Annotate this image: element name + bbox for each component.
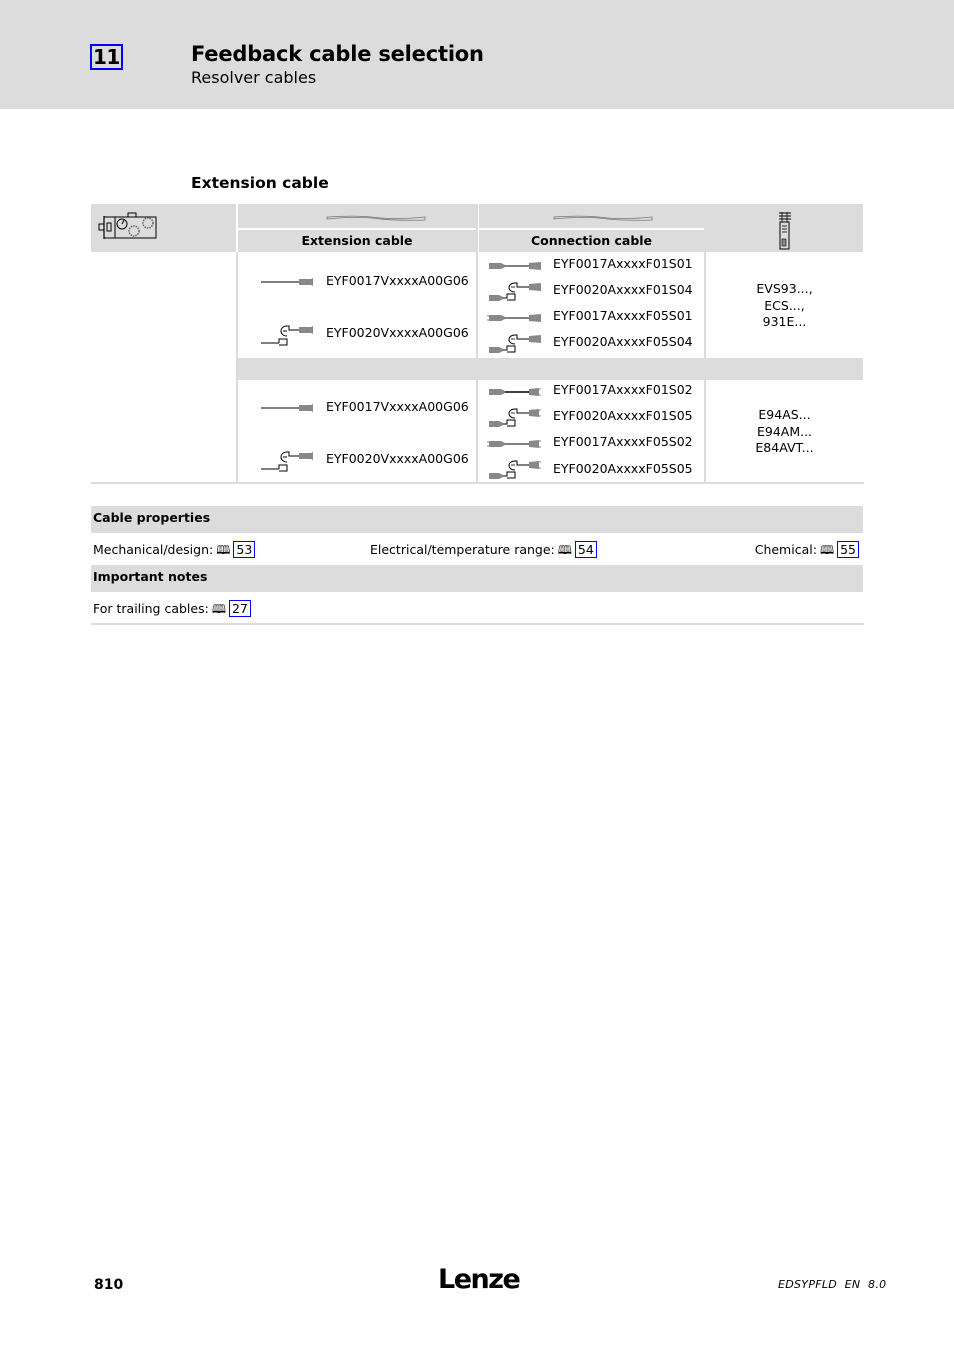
- cable-icon: [553, 215, 653, 221]
- book-icon: 🕮: [211, 602, 226, 616]
- note-trailing-cables: For trailing cables: 🕮 27: [93, 600, 251, 621]
- straight-cable-icon: [487, 387, 543, 397]
- cable-properties-row: [91, 541, 863, 561]
- header-cell-ext-icon: [238, 204, 476, 228]
- header-cell-motor: [91, 204, 236, 252]
- part-number: EYF0020VxxxxA00G06: [326, 451, 469, 466]
- device-list: [706, 281, 863, 331]
- divider: [476, 204, 478, 483]
- device-item: EVS93...,: [756, 281, 813, 296]
- part-number: EYF0017VxxxxA00G06: [326, 399, 469, 414]
- drag-chain-cable-icon: [261, 324, 317, 346]
- header-connection-cable: Connection cable: [479, 230, 704, 252]
- part-number: EYF0017AxxxxF01S01: [553, 256, 693, 271]
- part-number: EYF0020AxxxxF05S05: [553, 461, 693, 476]
- page-subtitle: Resolver cables: [191, 68, 317, 87]
- page-ref-link[interactable]: 27: [229, 600, 251, 617]
- part-number: EYF0017VxxxxA00G06: [326, 273, 469, 288]
- drag-chain-cable-icon: [261, 450, 317, 472]
- book-icon: 🕮: [557, 543, 572, 557]
- device-list: [706, 407, 863, 457]
- device-item: E94AM...: [756, 423, 813, 439]
- header-extension-cable: Extension cable: [238, 230, 476, 252]
- drag-chain-cable-icon: [487, 408, 543, 430]
- motor-icon: [98, 212, 158, 244]
- page-ref-link[interactable]: 55: [837, 541, 859, 558]
- part-number: EYF0020AxxxxF01S04: [553, 282, 693, 297]
- straight-cable-icon: [487, 439, 543, 449]
- important-notes-heading: Important notes: [91, 565, 863, 592]
- device-item: E84AVT...: [755, 440, 814, 455]
- book-icon: 🕮: [216, 543, 231, 557]
- straight-cable-icon: [261, 277, 317, 287]
- chapter-number-link[interactable]: 11: [90, 44, 123, 70]
- book-icon: 🕮: [819, 543, 835, 557]
- device-item: E94AS...: [758, 407, 811, 422]
- page-ref-link[interactable]: 54: [575, 541, 597, 558]
- property-mechanical: Mechanical/design: 🕮 53: [93, 541, 255, 562]
- header-cell-controller: [706, 204, 863, 252]
- part-number: EYF0017AxxxxF01S02: [553, 382, 693, 397]
- group-separator: [238, 358, 863, 380]
- lenze-logo: Lenze: [438, 1264, 520, 1295]
- part-number: EYF0017AxxxxF05S02: [553, 434, 693, 449]
- document-id: EDSYPFLD EN 8.0: [778, 1278, 887, 1291]
- property-electrical: Electrical/temperature range: 🕮 54: [370, 541, 597, 562]
- section-title: Extension cable: [191, 174, 329, 192]
- drag-chain-cable-icon: [487, 282, 543, 304]
- cable-icon: [326, 215, 426, 221]
- controller-icon: [778, 212, 792, 250]
- header-cell-conn-icon: [479, 204, 704, 228]
- straight-cable-icon: [261, 403, 317, 413]
- part-number: EYF0017AxxxxF05S01: [553, 308, 693, 323]
- part-number: EYF0020AxxxxF01S05: [553, 408, 693, 423]
- drag-chain-cable-icon: [487, 460, 543, 482]
- straight-cable-icon: [487, 313, 543, 323]
- part-number: EYF0020VxxxxA00G06: [326, 325, 469, 340]
- notes-bottom-rule: [91, 623, 864, 625]
- device-item: ECS...,: [764, 297, 805, 313]
- straight-cable-icon: [487, 261, 543, 271]
- page-number: 810: [94, 1277, 124, 1293]
- page-title: Feedback cable selection: [191, 42, 484, 66]
- part-number: EYF0020AxxxxF05S04: [553, 334, 693, 349]
- cable-properties-heading: Cable properties: [91, 506, 863, 533]
- property-chemical: Chemical: 🕮 55: [755, 541, 859, 562]
- important-notes-row: [91, 600, 863, 620]
- page-ref-link[interactable]: 53: [233, 541, 255, 558]
- device-item: 931E...: [762, 314, 807, 329]
- cable-table: [91, 204, 863, 484]
- table-bottom-rule: [91, 482, 864, 484]
- drag-chain-cable-icon: [487, 334, 543, 356]
